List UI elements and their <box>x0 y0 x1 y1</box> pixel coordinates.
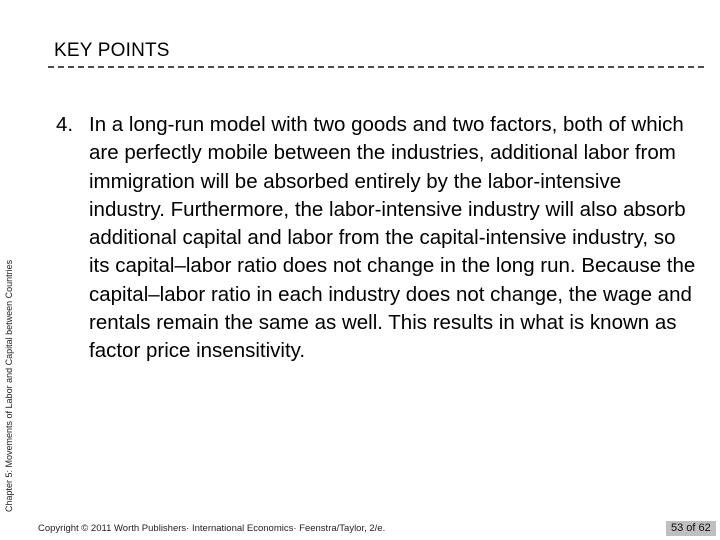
slide-title: KEY POINTS <box>54 40 170 61</box>
key-point-text: In a long-run model with two goods and two factors, both of which are perfectly mobile between the industries, additional labor from immigration will be absorbed entirely by the labor-intensive industry. Furthermore, the labor-intensive industry will also absorb additional capital and labor from the capital-intensive industry, so its capital–labor ratio does not change in the long run. Because the capital–labor ratio in each industry does not change, the wage and rentals remain the same as well. This results in what is known as factor price insensitivity. <box>89 113 696 363</box>
key-point-number: 4. <box>56 113 74 136</box>
copyright-footer: Copyright © 2011 Worth Publishers· International Economics· Feenstra/Taylor, 2/e. <box>38 523 386 534</box>
key-point-item <box>56 111 696 366</box>
chapter-side-label: Chapter 5: Movements of Labor and Capital between Countries <box>4 259 14 512</box>
title-divider <box>48 66 704 68</box>
page-number-badge: 53 of 62 <box>666 521 716 536</box>
